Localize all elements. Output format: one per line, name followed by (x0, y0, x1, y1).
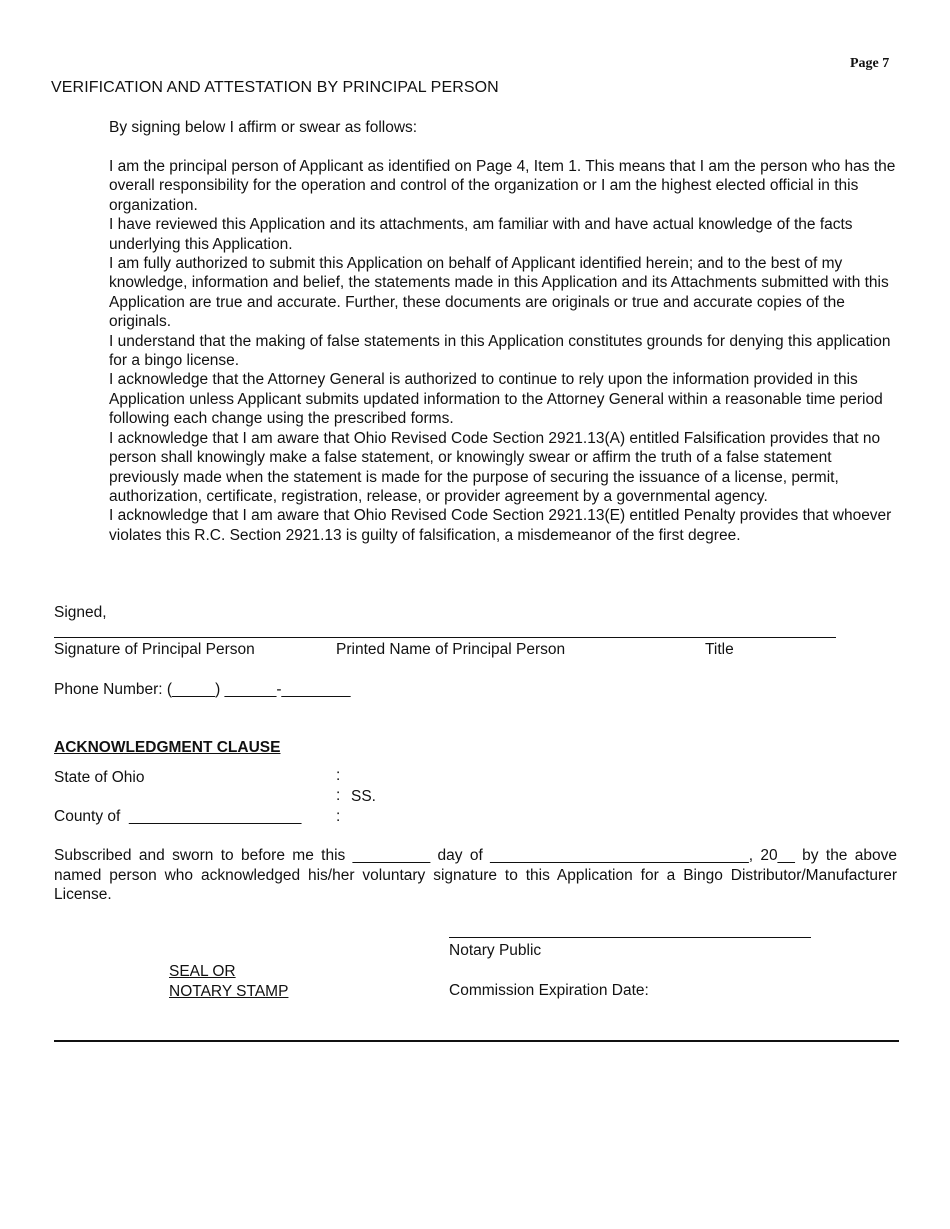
county-field[interactable]: County of ____________________ (54, 808, 302, 825)
state-label: State of Ohio (54, 769, 145, 786)
page-number: Page 7 (850, 56, 890, 71)
affirmation-paragraph: I understand that the making of false statements in this Application constitutes grounds for denying this application for a bingo license. (109, 332, 891, 370)
phone-number-field[interactable]: Phone Number: (_____) ______-________ (54, 681, 351, 698)
printed-name-label: Printed Name of Principal Person (336, 641, 566, 658)
signature-labels (54, 641, 834, 661)
affirmation-paragraph: I am the principal person of Applicant as identified on Page 4, Item 1. This means that I am the person who has the overall responsibility for the operation and control of the organization or I am the highest elected official in this organization. (109, 158, 896, 214)
acknowledgment-title: ACKNOWLEDGMENT CLAUSE (54, 739, 281, 756)
venue-colon: : (336, 767, 341, 784)
affirmation-paragraph: I have reviewed this Application and its attachments, am familiar with and have actual knowledge of the facts underlying this Application. (109, 216, 853, 253)
notary-public-label: Notary Public (449, 942, 542, 959)
subscribed-sworn-text[interactable]: Subscribed and sworn to before me this _________ day of ______________________________, 20__ by the above named person who acknowledged his/her voluntary signature to this Application for a Bingo Distributor/Manufacturer License. (54, 847, 897, 903)
affirmation-intro: By signing below I affirm or swear as follows: (109, 119, 418, 136)
notary-signature-line[interactable] (449, 937, 811, 938)
signed-label: Signed, (54, 604, 107, 621)
signature-of-principal-label: Signature of Principal Person (54, 641, 255, 658)
commission-expiration-label: Commission Expiration Date: (449, 982, 649, 999)
affirmation-paragraph: I acknowledge that the Attorney General is authorized to continue to rely upon the information provided in this Application unless Applicant submits updated information to the Attorney General within a reasonable time period following each change using the prescribed forms. (109, 371, 883, 428)
section-title: VERIFICATION AND ATTESTATION BY PRINCIPAL PERSON (51, 79, 499, 96)
ss-label: SS. (351, 788, 376, 805)
affirmation-paragraph: I am fully authorized to submit this Application on behalf of Applicant identified herein; and to the best of my knowledge, information and belief, the statements made in this Application and its Attachments submitted with this Application are true and accurate. Further, these documents are originals or true and accurate copies of the originals. (109, 255, 889, 331)
venue-colon: : (336, 808, 341, 825)
signature-line[interactable] (54, 637, 836, 638)
venue-colon: : (336, 787, 341, 804)
page-divider (54, 1040, 899, 1042)
affirmation-statements (109, 157, 899, 545)
title-label: Title (705, 641, 734, 658)
affirmation-paragraph: I acknowledge that I am aware that Ohio Revised Code Section 2921.13(A) entitled Falsification provides that no person shall knowingly make a false statement, or knowingly swear or affirm the truth of a false statement previously made when the statement is made for the purpose of securing the issuance of a license, permit, authorization, certificate, registration, release, or provider agreement by a governmental agency. (109, 429, 881, 505)
notary-stamp-label: NOTARY STAMP (169, 983, 289, 1000)
seal-notary-stamp-area (169, 962, 288, 1002)
seal-label: SEAL OR (169, 963, 236, 980)
affirmation-paragraph: I acknowledge that I am aware that Ohio Revised Code Section 2921.13(E) entitled Penalty provides that whoever violates this R.C. Section 2921.13 is guilty of falsification, a misdemeanor of the first degree. (109, 507, 892, 544)
